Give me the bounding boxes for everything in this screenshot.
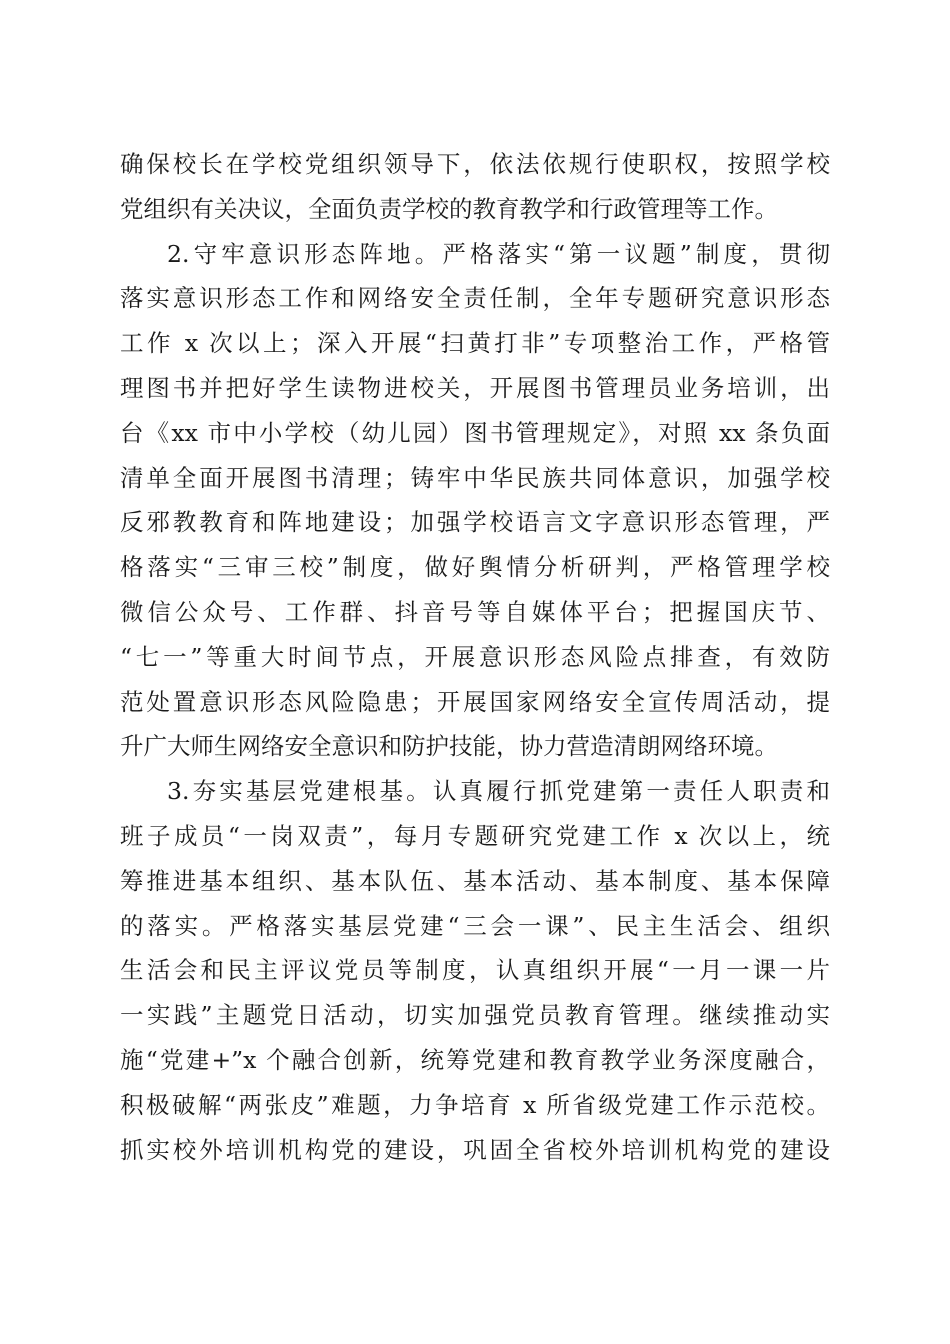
text-line: 范处置意识形态风险隐患；开展国家网络安全宣传周活动，提 bbox=[120, 687, 830, 716]
text-line: 台《xx 市中小学校（幼儿园）图书管理规定》，对照 xx 条负面 bbox=[120, 418, 830, 447]
text-line: 党组织有关决议，全面负责学校的教育教学和行政管理等工作。 bbox=[120, 194, 778, 223]
text-line: 微信公众号、工作群、抖音号等自媒体平台；把握国庆节、 bbox=[120, 597, 830, 626]
text-line: 抓实校外培训机构党的建设，巩固全省校外培训机构党的建设 bbox=[120, 1135, 830, 1164]
text-line: 筹推进基本组织、基本队伍、基本活动、基本制度、基本保障 bbox=[120, 866, 830, 895]
text-line: 生活会和民主评议党员等制度，认真组织开展“一月一课一片 bbox=[120, 956, 830, 985]
text-line: 反邪教教育和阵地建设；加强学校语言文字意识形态管理，严 bbox=[120, 508, 830, 537]
text-line: 一实践”主题党日活动，切实加强党员教育管理。继续推动实 bbox=[120, 1001, 830, 1030]
section-heading-line: 2.守牢意识形态阵地。严格落实“第一议题”制度，贯彻 bbox=[167, 239, 830, 268]
body-text bbox=[120, 142, 830, 1172]
section-heading-line: 3.夯实基层党建根基。认真履行抓党建第一责任人职责和 bbox=[167, 777, 830, 806]
text-line: 落实意识形态工作和网络安全责任制，全年专题研究意识形态 bbox=[120, 284, 830, 313]
text-line: 理图书并把好学生读物进校关，开展图书管理员业务培训，出 bbox=[120, 373, 830, 402]
text-line: 施“党建+”x 个融合创新，统筹党建和教育教学业务深度融合， bbox=[120, 1045, 830, 1074]
text-line: 清单全面开展图书清理；铸牢中华民族共同体意识，加强学校 bbox=[120, 463, 830, 492]
text-line: 确保校长在学校党组织领导下，依法依规行使职权，按照学校 bbox=[120, 150, 830, 178]
text-line: 升广大师生网络安全意识和防护技能，协力营造清朗网络环境。 bbox=[120, 732, 778, 761]
text-line: 积极破解“两张皮”难题，力争培育 x 所省级党建工作示范校。 bbox=[120, 1090, 830, 1119]
text-line: 格落实“三审三校”制度，做好舆情分析研判，严格管理学校 bbox=[120, 553, 830, 582]
text-line: “七一”等重大时间节点，开展意识形态风险点排查，有效防 bbox=[120, 642, 830, 671]
text-line: 班子成员“一岗双责”，每月专题研究党建工作 x 次以上，统 bbox=[120, 821, 830, 850]
text-line: 工作 x 次以上；深入开展“扫黄打非”专项整治工作，严格管 bbox=[120, 329, 830, 358]
text-line: 的落实。严格落实基层党建“三会一课”、民主生活会、组织 bbox=[120, 911, 830, 940]
